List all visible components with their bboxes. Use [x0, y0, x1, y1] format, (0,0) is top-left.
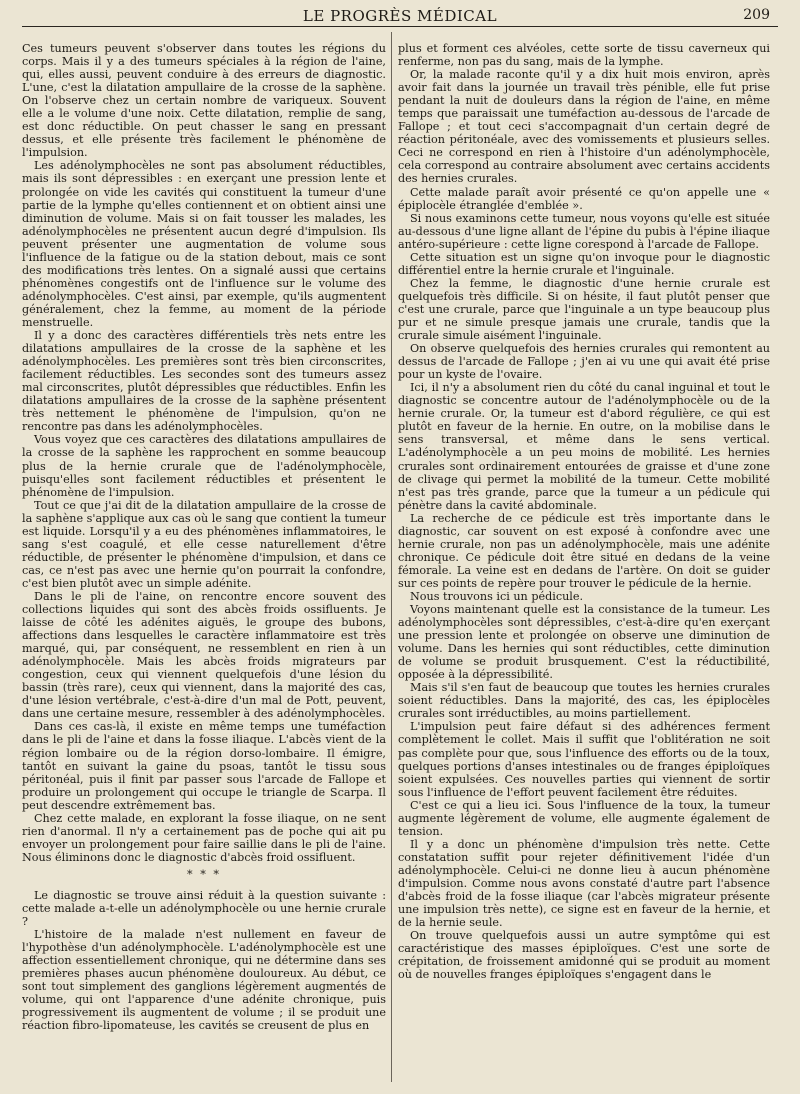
- paragraph: L'histoire de la malade n'est nullement en faveur de l'hypothèse d'un adénolymphocèle. L'adénolymphocèle est une affection essentiellement chronique, qui ne détermine dans ses premières phases aucun phénomène douloureux. Au début, ce sont tout simplement des ganglions légèrement augmentés de volume, qui ont l'apparence d'une adénite chronique, puis progressivement ils augmentent de volume ; il se produit une réaction fibro-lipomateuse, les cavités se creusent de plus en: [22, 928, 386, 1033]
- page-number: 209: [743, 7, 770, 23]
- paragraph: Nous trouvons ici un pédicule.: [410, 589, 584, 603]
- paragraph: plus et forment ces alvéoles, cette sorte de tissu caverneux qui renferme, non pas du sang, mais de la lymphe.: [398, 42, 770, 69]
- paragraph: Tout ce que j'ai dit de la dilatation ampullaire de la crosse de la saphène s'applique aux cas où le sang que contient la tumeur est liquide. Lorsqu'il y a eu des phénomènes inflammatoires, le sang s'est coagulé, et elle cesse naturellement d'être réductible, de présenter le phénomène d'impulsion, et dans ce cas, ce n'est pas avec une hernie qu'on pourrait la confondre, c'est bien plutôt avec un simple adénite.: [22, 498, 386, 590]
- paragraph: Mais s'il s'en faut de beaucoup que toutes les hernies crurales soient réductibles. Dans la majorité, des cas, les épiplocèles crurales sont irréductibles, au moins partiellement.: [398, 681, 770, 721]
- page-header: [22, 4, 778, 27]
- paragraph: Ici, il n'y a absolument rien du côté du canal inguinal et tout le diagnostic se concentre autour de l'adénolymphocèle ou de la hernie crurale. Or, la tumeur est d'abord régulière, ce qui est plutôt en faveur de la hernie. En outre, on la mobilise dans le sens transversal, et même dans le sens vertical. L'adénolymphocèle a un peu moins de mobilité. Les hernies crurales sont ordinairement entourées de graisse et d'une zone de clivage qui permet la mobilité de la tumeur. Cette mobilité n'est pas très grande, parce que la tumeur a un pédicule qui pénètre dans la cavité abdominale.: [398, 381, 770, 512]
- paragraph: Le diagnostic se trouve ainsi réduit à la question suivante : cette malade a-t-elle un adénolymphocèle ou une hernie crurale ?: [22, 889, 386, 929]
- paragraph: Cette situation est un signe qu'on invoque pour le diagnostic différentiel entre la hernie crurale et l'inguinale.: [398, 250, 770, 277]
- paragraph: Les adénolymphocèles ne sont pas absolument réductibles, mais ils sont dépressibles : en exerçant une pression lente et prolongée on vide les cavités qui constituent la tumeur d'une partie de la lymphe qu'elles contiennent et on obtient ainsi une diminution de volume. Mais si on fait tousser les malades, les adénolymphocèles ne présentent aucun degré d'impulsion. Ils peuvent présenter une augmentation de volume sous l'influence de la fatigue ou de la station debout, mais ce sont des modifications très lentes. On a signalé aussi que certains phénomènes congestifs ont de l'influence sur le volume des adénolymphocèles. C'est ainsi, par exemple, qu'ils augmentent généralement, chez la femme, au moment de la période menstruelle.: [22, 159, 386, 329]
- paragraph: C'est ce qui a lieu ici. Sous l'influence de la toux, la tumeur augmente légèrement de volume, elle augmente également de tension.: [398, 798, 770, 838]
- paragraph: Il y a donc des caractères différentiels très nets entre les dilatations ampullaires de la crosse de la saphène et les adénolymphocèles. Les premières sont très bien circonscrites, facilement réductibles. Les secondes sont des tumeurs assez mal circonscrites, plutôt dépressibles que réductibles. Enfin les dilatations ampullaires de la crosse de la saphène présentent très nettement le phénomène de l'impulsion, qu'on ne rencontre pas dans les adénolymphocèles.: [22, 329, 386, 434]
- journal-title: LE PROGRÈS MÉDICAL: [302, 7, 498, 25]
- paragraph: Voyons maintenant quelle est la consistance de la tumeur. Les adénolymphocèles sont dépressibles, c'est-à-dire qu'en exerçant une pression lente et prolongée on observe une diminution de volume. Dans les hernies qui sont réductibles, cette diminution de volume se produit brusquement. C'est la réductibilité, opposée à la dépressibilité.: [398, 603, 770, 682]
- paragraph: On observe quelquefois des hernies crurales qui remontent au dessus de l'arcade de Fallope ; j'en ai vu une qui avait été prise pour un kyste de l'ovaire.: [398, 342, 770, 382]
- column-divider: [391, 32, 392, 1082]
- left-column: [22, 42, 386, 1082]
- paragraph: Or, la malade raconte qu'il y a dix huit mois environ, après avoir fait dans la journée un travail très pénible, elle fut prise pendant la nuit de douleurs dans la région de l'aine, en même temps que paraissait une tuméfaction au-dessous de l'arcade de Fallope ; et tout ceci s'accompagnait d'un certain degré de réaction péritonéale, avec des vomissements et plusieurs selles. Ceci ne correspond en rien à l'histoire d'un adénolymphocèle, cela correspond au contraire absolument avec certains accidents des hernies crurales.: [398, 68, 770, 186]
- paragraph: On trouve quelquefois aussi un autre symptôme qui est caractéristique des masses épiploïques. C'est une sorte de crépitation, de froissement amidonné qui se produit au moment où de nouvelles franges épiploïques s'engagent dans le: [398, 929, 770, 982]
- paragraph: Cette malade paraît avoir présenté ce qu'on appelle une « épiplocèle étranglée d'emblée ».: [398, 185, 770, 212]
- paragraph: Ces tumeurs peuvent s'observer dans toutes les régions du corps. Mais il y a des tumeurs spéciales à la région de l'aine, qui, elles aussi, peuvent conduire à des erreurs de diagnostic. L'une, c'est la dilatation ampullaire de la crosse de la saphène. On l'observe chez un certain nombre de variqueux. Souvent elle a le volume d'une noix. Cette dilatation, remplie de sang, est donc réductible. On peut chasser le sang en pressant dessus, et elle présente très facilement le phénomène de l'impulsion.: [22, 42, 386, 160]
- paragraph: Vous voyez que ces caractères des dilatations ampullaires de la crosse de la saphène les rapprochent en somme beaucoup plus de la hernie crurale que de l'adénolymphocèle, puisqu'elles sont facilement réductibles et présentent le phénomène de l'impulsion.: [22, 433, 386, 499]
- right-column: [398, 42, 770, 1082]
- paragraph: Dans le pli de l'aine, on rencontre encore souvent des collections liquides qui sont des abcès froids ossifluents. Je laisse de côté les adénites aiguës, le groupe des bubons, affections dans lesquelles le caractère inflammatoire est très marqué, qui, par conséquent, ne ressemblent en rien à un adénolymphocèle. Mais les abcès froids migrateurs par congestion, ceux qui viennent quelquefois d'une lésion du bassin (très rare), ceux qui viennent, dans la majorité des cas, d'une lésion vertébrale, c'est-à-dire d'un mal de Pott, peuvent, dans une certaine mesure, ressembler à des adénolymphocèles.: [22, 589, 386, 721]
- paragraph: Chez la femme, le diagnostic d'une hernie crurale est quelquefois très difficile. Si on hésite, il faut plutôt penser que c'est une crurale, parce que l'inguinale a un type beaucoup plus pur et ne simule presque jamais une crurale, tandis que la crurale simule aisément l'inguinale.: [398, 276, 770, 343]
- paragraph: La recherche de ce pédicule est très importante dans le diagnostic, car souvent on est exposé à confondre avec une hernie crurale, non pas un adénolymphocèle, mais une adénite chronique. Ce pédicule doit être situé en dedans de la veine fémorale. La veine est en dedans de l'artère. On doit se guider sur ces points de repère pour trouver le pédicule de la hernie.: [398, 511, 770, 590]
- paragraph: Chez cette malade, en explorant la fosse iliaque, on ne sent rien d'anormal. Il n'y a certainement pas de poche qui ait pu envoyer un prolongement pour faire saillie dans le pli de l'aine. Nous éliminons donc le diagnostic d'abcès froid ossifluent.: [22, 811, 386, 864]
- paragraph: Il y a donc un phénomène d'impulsion très nette. Cette constatation suffit pour rejeter définitivement l'idée d'un adénolymphocèle. Celui-ci ne donne lieu à aucun phénomène d'impulsion. Comme nous avons constaté d'autre part l'absence d'abcès froid de la fosse iliaque (car l'abcès migrateur présente une impulsion très nette), ce signe est en faveur de la hernie, et de la hernie seule.: [398, 837, 770, 930]
- section-separator: * * *: [187, 867, 221, 881]
- paragraph: Si nous examinons cette tumeur, nous voyons qu'elle est située au-dessous d'une ligne allant de l'épine du pubis à l'épine iliaque antéro-supérieure : cette ligne corespond à l'arcade de Fallope.: [398, 211, 770, 251]
- paragraph: Dans ces cas-là, il existe en même temps une tuméfaction dans le pli de l'aine et dans la fosse iliaque. L'abcès vient de la région lombaire ou de la région dorso-lombaire. Il émigre, tantôt en suivant la gaine du psoas, tantôt le tissu sous péritonéal, puis il finit par passer sous l'arcade de Fallope et produire un prolongement qui occupe le triangle de Scarpa. Il peut descendre extrêmement bas.: [22, 720, 386, 812]
- paragraph: L'impulsion peut faire défaut si des adhérences ferment complètement le collet. Mais il suffit que l'oblitération ne soit pas complète pour que, sous l'influence des efforts ou de la toux, quelques portions d'anses intestinales ou de franges épiploïques soient expulsées. Ces nouvelles parties qui viennent de sortir sous l'influence de l'effort peuvent facilement être réduites.: [398, 720, 770, 799]
